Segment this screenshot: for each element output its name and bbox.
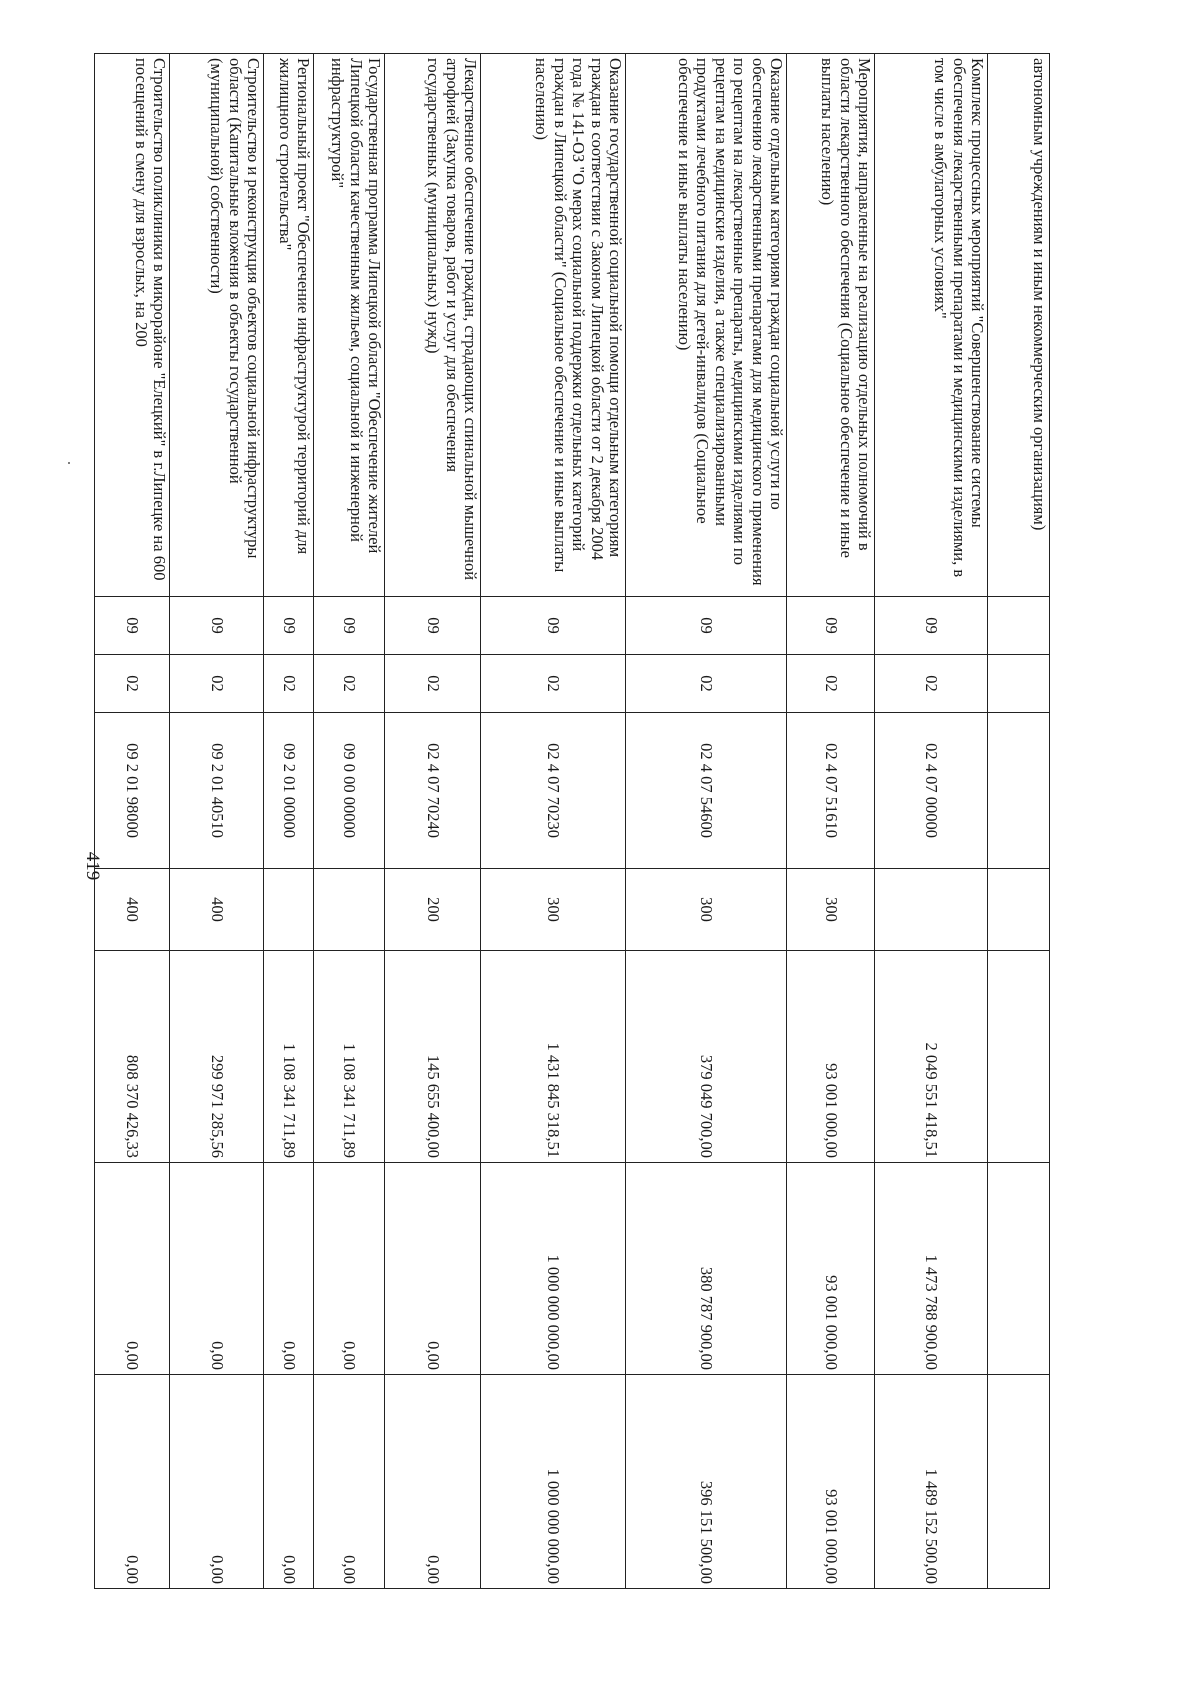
- table-row: [481, 54, 626, 1589]
- budget-table-rotated: [95, 53, 1050, 1588]
- table-row: [787, 54, 875, 1589]
- row-sum-3: 0,00: [385, 1375, 481, 1589]
- row-sum-2: 0,00: [170, 1163, 264, 1375]
- table-row: [385, 54, 481, 1589]
- row-csr: 02 4 07 51610: [787, 713, 875, 869]
- row-sum-1: 808 370 426,33: [95, 951, 170, 1163]
- row-name: Лекарственное обеспечение граждан, страдающих спинальной мышечной атрофией (Закупка товаров, работ и услуг для обеспечения государственных (муниципальных) нужд): [385, 54, 481, 597]
- row-sum-3: 0,00: [95, 1375, 170, 1589]
- row-csr: 02 4 07 00000: [875, 713, 988, 869]
- row-sum-1: 299 971 285,56: [170, 951, 264, 1163]
- budget-table: [94, 53, 1050, 1589]
- row-sum-3: 396 151 500,00: [626, 1375, 787, 1589]
- row-name: автономным учреждениям и иным некоммерческим организациям): [988, 54, 1050, 597]
- row-sum-2: [988, 1163, 1050, 1375]
- row-sum-1: 2 049 551 418,51: [875, 951, 988, 1163]
- row-sum-1: 145 655 400,00: [385, 951, 481, 1163]
- row-sum-3: 0,00: [264, 1375, 314, 1589]
- row-ved: 09: [385, 597, 481, 655]
- row-vr: [314, 869, 385, 951]
- row-vr: [988, 869, 1050, 951]
- row-rz: 02: [481, 655, 626, 713]
- row-rz: 02: [385, 655, 481, 713]
- row-sum-2: 0,00: [314, 1163, 385, 1375]
- row-ved: 09: [170, 597, 264, 655]
- row-name: Строительство и реконструкция объектов социальной инфраструктуры области (Капитальные вложения в объекты государственной (муниципальной) собственности): [170, 54, 264, 597]
- row-vr: [875, 869, 988, 951]
- row-ved: 09: [626, 597, 787, 655]
- row-sum-2: 1 000 000 000,00: [481, 1163, 626, 1375]
- row-sum-3: 93 001 000,00: [787, 1375, 875, 1589]
- row-name: Государственная программа Липецкой области "Обеспечение жителей Липецкой области качественным жильем, социальной и инженерной инфраструктурой": [314, 54, 385, 597]
- row-rz: [988, 655, 1050, 713]
- table-row: [626, 54, 787, 1589]
- row-sum-2: 93 001 000,00: [787, 1163, 875, 1375]
- table-row: [988, 54, 1050, 1589]
- row-name: Оказание государственной социальной помощи отдельным категориям граждан в соответствии с Законом Липецкой области от 2 декабря 2004 года № 141-ОЗ "О мерах социальной поддержки отдельных категорий граждан в Липецкой области" (Социальное обеспечение и иные выплаты населению): [481, 54, 626, 597]
- row-vr: [264, 869, 314, 951]
- row-vr: 400: [170, 869, 264, 951]
- row-sum-3: 1 489 152 500,00: [875, 1375, 988, 1589]
- row-rz: 02: [314, 655, 385, 713]
- row-ved: 09: [95, 597, 170, 655]
- row-sum-1: 93 001 000,00: [787, 951, 875, 1163]
- scan-speck: [68, 462, 70, 464]
- table-row: [264, 54, 314, 1589]
- row-sum-2: 0,00: [95, 1163, 170, 1375]
- row-sum-2: 380 787 900,00: [626, 1163, 787, 1375]
- page-number: 419: [82, 851, 103, 881]
- row-sum-2: 0,00: [385, 1163, 481, 1375]
- row-csr: 09 2 01 98000: [95, 713, 170, 869]
- row-name: Мероприятия, направленные на реализацию отдельных полномочий в области лекарственного обеспечения (Социальное обеспечение и иные выплаты населению): [787, 54, 875, 597]
- row-ved: 09: [481, 597, 626, 655]
- row-csr: 09 2 01 40510: [170, 713, 264, 869]
- row-name: Строительство поликлиники в микрорайоне "Елецкий" в г.Липецке на 600 посещений в смену для взрослых, на 200: [95, 54, 170, 597]
- table-row: [875, 54, 988, 1589]
- table-row: [314, 54, 385, 1589]
- row-vr: 200: [385, 869, 481, 951]
- row-vr: 300: [481, 869, 626, 951]
- row-rz: 02: [787, 655, 875, 713]
- row-csr: [988, 713, 1050, 869]
- row-csr: 02 4 07 54600: [626, 713, 787, 869]
- row-csr: 09 0 00 00000: [314, 713, 385, 869]
- row-ved: 09: [787, 597, 875, 655]
- row-vr: 300: [787, 869, 875, 951]
- row-sum-1: 1 108 341 711,89: [264, 951, 314, 1163]
- row-vr: 400: [95, 869, 170, 951]
- row-rz: 02: [875, 655, 988, 713]
- row-rz: 02: [626, 655, 787, 713]
- row-name: Региональный проект "Обеспечение инфраструктурой территорий для жилищного строительства": [264, 54, 314, 597]
- table-row: [95, 54, 170, 1589]
- row-ved: [988, 597, 1050, 655]
- row-csr: 02 4 07 70230: [481, 713, 626, 869]
- row-sum-2: 1 473 788 900,00: [875, 1163, 988, 1375]
- row-rz: 02: [264, 655, 314, 713]
- row-csr: 09 2 01 00000: [264, 713, 314, 869]
- row-sum-2: 0,00: [264, 1163, 314, 1375]
- row-sum-3: 0,00: [170, 1375, 264, 1589]
- table-row: [170, 54, 264, 1589]
- row-name: Оказание отдельным категориям граждан социальной услуги по обеспечению лекарственными препаратами для медицинского применения по рецептам на лекарственные препараты, медицинскими изделиями по рецептам на медицинские изделия, а также специализированными продуктами лечебного питания для детей-инвалидов (Социальное обеспечение и иные выплаты населению): [626, 54, 787, 597]
- row-ved: 09: [314, 597, 385, 655]
- row-vr: 300: [626, 869, 787, 951]
- row-sum-1: 379 049 700,00: [626, 951, 787, 1163]
- row-csr: 02 4 07 70240: [385, 713, 481, 869]
- row-sum-1: 1 108 341 711,89: [314, 951, 385, 1163]
- row-sum-3: 0,00: [314, 1375, 385, 1589]
- row-sum-3: 1 000 000 000,00: [481, 1375, 626, 1589]
- row-ved: 09: [875, 597, 988, 655]
- row-sum-3: [988, 1375, 1050, 1589]
- row-rz: 02: [170, 655, 264, 713]
- row-rz: 02: [95, 655, 170, 713]
- row-sum-1: 1 431 845 318,51: [481, 951, 626, 1163]
- row-sum-1: [988, 951, 1050, 1163]
- row-ved: 09: [264, 597, 314, 655]
- row-name: Комплекс процессных мероприятий "Совершенствование системы обеспечения лекарственными препаратами и медицинскими изделиями, в том числе в амбулаторных условиях": [875, 54, 988, 597]
